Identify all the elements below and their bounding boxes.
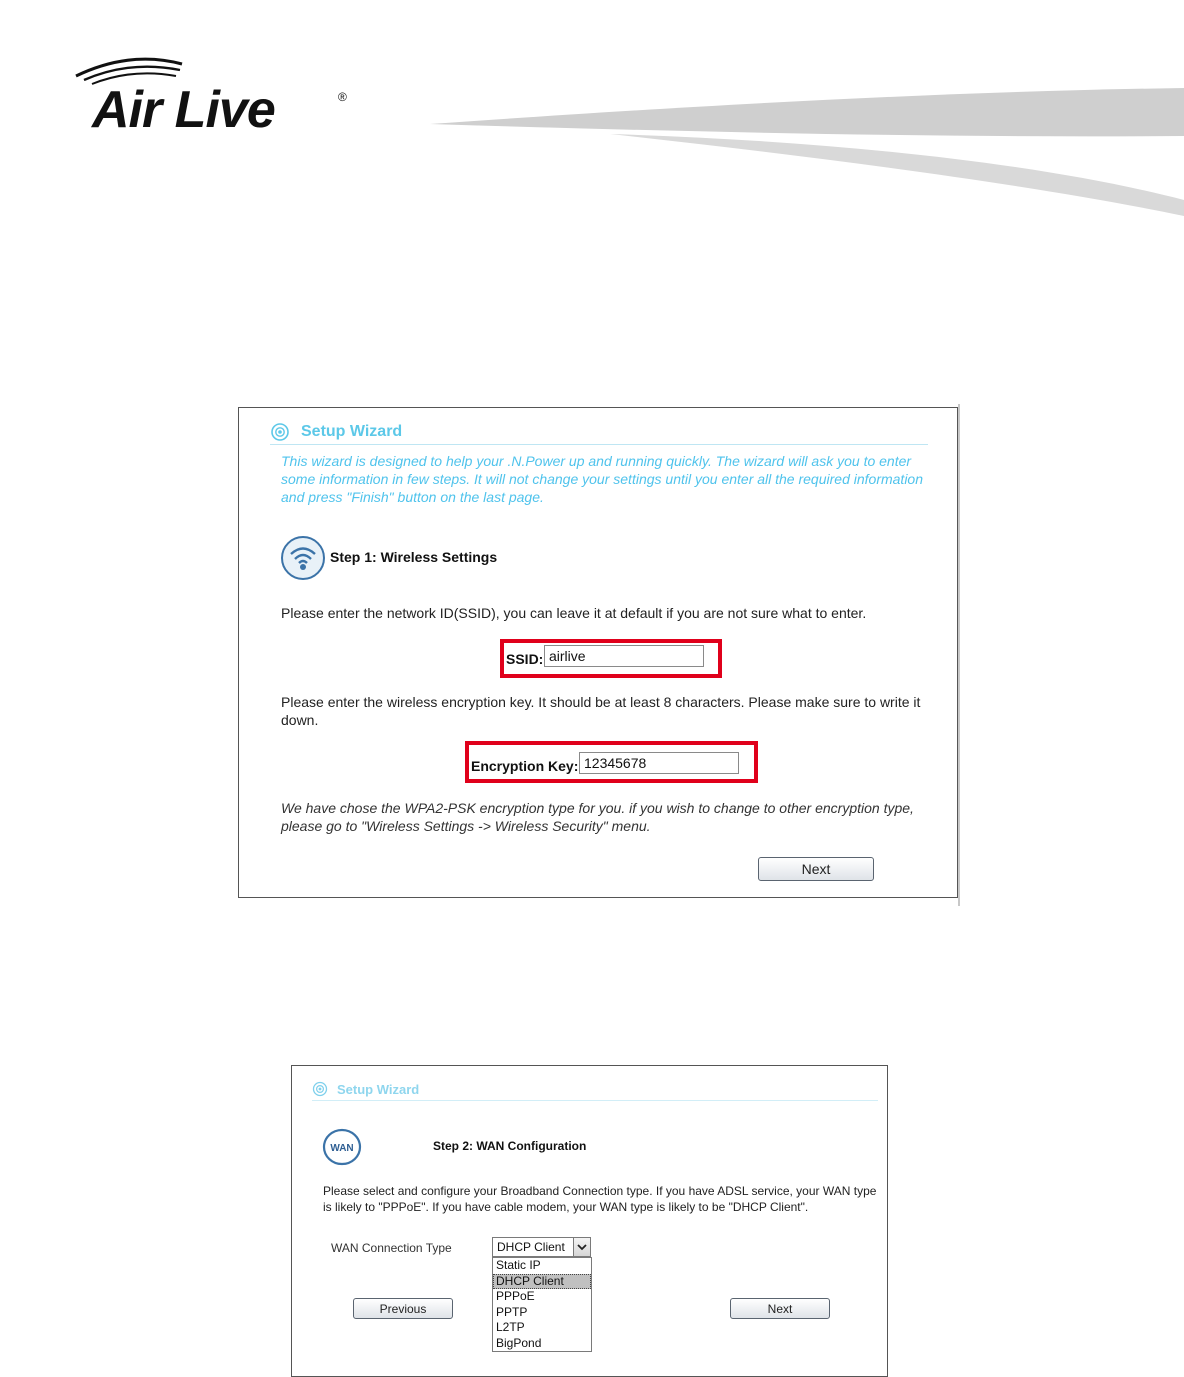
key-instructions: Please enter the wireless encryption key. It should be at least 8 characters. Please make sure to write it down. — [281, 694, 921, 728]
next-button-step2[interactable]: Next — [730, 1298, 830, 1319]
wizard2-title: Setup Wizard — [337, 1081, 420, 1097]
encryption-key-label: Encryption Key: — [471, 758, 579, 774]
option-pptp[interactable]: PPTP — [496, 1304, 528, 1319]
wan-connection-type-value: DHCP Client — [497, 1240, 565, 1254]
ssid-label: SSID: — [506, 651, 544, 667]
option-pppoe[interactable]: PPPoE — [496, 1289, 535, 1303]
wizard1-title: Setup Wizard — [301, 423, 403, 440]
wizard-title-icon — [312, 1081, 328, 1097]
ssid-instructions: Please enter the network ID(SSID), you can leave it at default if you are not sure what to enter. — [281, 605, 867, 621]
encryption-note: We have chose the WPA2-PSK encryption type for you. if you wish to change to other encryption type, please go to "Wireless Settings -> Wireless Security" menu. — [281, 800, 914, 834]
wizard1-intro: This wizard is designed to help your .N.Power up and running quickly. The wizard will ask you to enter some information in few steps. It will not change your settings until you enter all the required information and press "Finish" button on the last page. — [281, 453, 923, 505]
option-dhcp-client[interactable]: DHCP Client — [493, 1274, 591, 1290]
wan-connection-type-select[interactable] — [492, 1237, 591, 1257]
step1-title: Step 1: Wireless Settings — [330, 549, 498, 565]
airlive-logo — [70, 52, 370, 142]
wan-connection-type-options — [492, 1257, 592, 1352]
option-l2tp[interactable]: L2TP — [496, 1320, 525, 1334]
wan-instructions: Please select and configure your Broadband Connection type. If you have ADSL service, your WAN type is likely to "PPPoE". If you have cable modem, your WAN type is likely to be "DHCP Client". — [323, 1184, 877, 1214]
dropdown-arrow-icon[interactable] — [573, 1238, 590, 1256]
wan-connection-type-label: WAN Connection Type — [331, 1241, 452, 1255]
logo-text: Air Live — [92, 81, 275, 139]
option-bigpond[interactable]: BigPond — [496, 1335, 542, 1350]
header-swoosh — [430, 80, 1184, 230]
wizard2-title-divider — [312, 1100, 878, 1101]
wizard2-title-row — [312, 1081, 419, 1097]
encryption-key-input[interactable] — [579, 752, 739, 774]
wizard1-title-row — [270, 422, 402, 442]
wan-icon-text: WAN — [330, 1143, 354, 1154]
previous-button[interactable]: Previous — [353, 1298, 453, 1319]
wan-step-icon — [322, 1128, 362, 1166]
logo-registered-mark: ® — [338, 90, 347, 104]
wizard1-title-divider — [270, 444, 928, 445]
step2-title: Step 2: WAN Configuration — [433, 1139, 587, 1153]
option-static-ip[interactable]: Static IP — [496, 1258, 541, 1272]
wifi-step-icon — [280, 535, 326, 581]
wizard-title-icon — [270, 422, 290, 442]
ssid-input[interactable] — [544, 645, 704, 667]
next-button-step1[interactable]: Next — [758, 857, 874, 881]
panel-edge — [958, 404, 960, 906]
